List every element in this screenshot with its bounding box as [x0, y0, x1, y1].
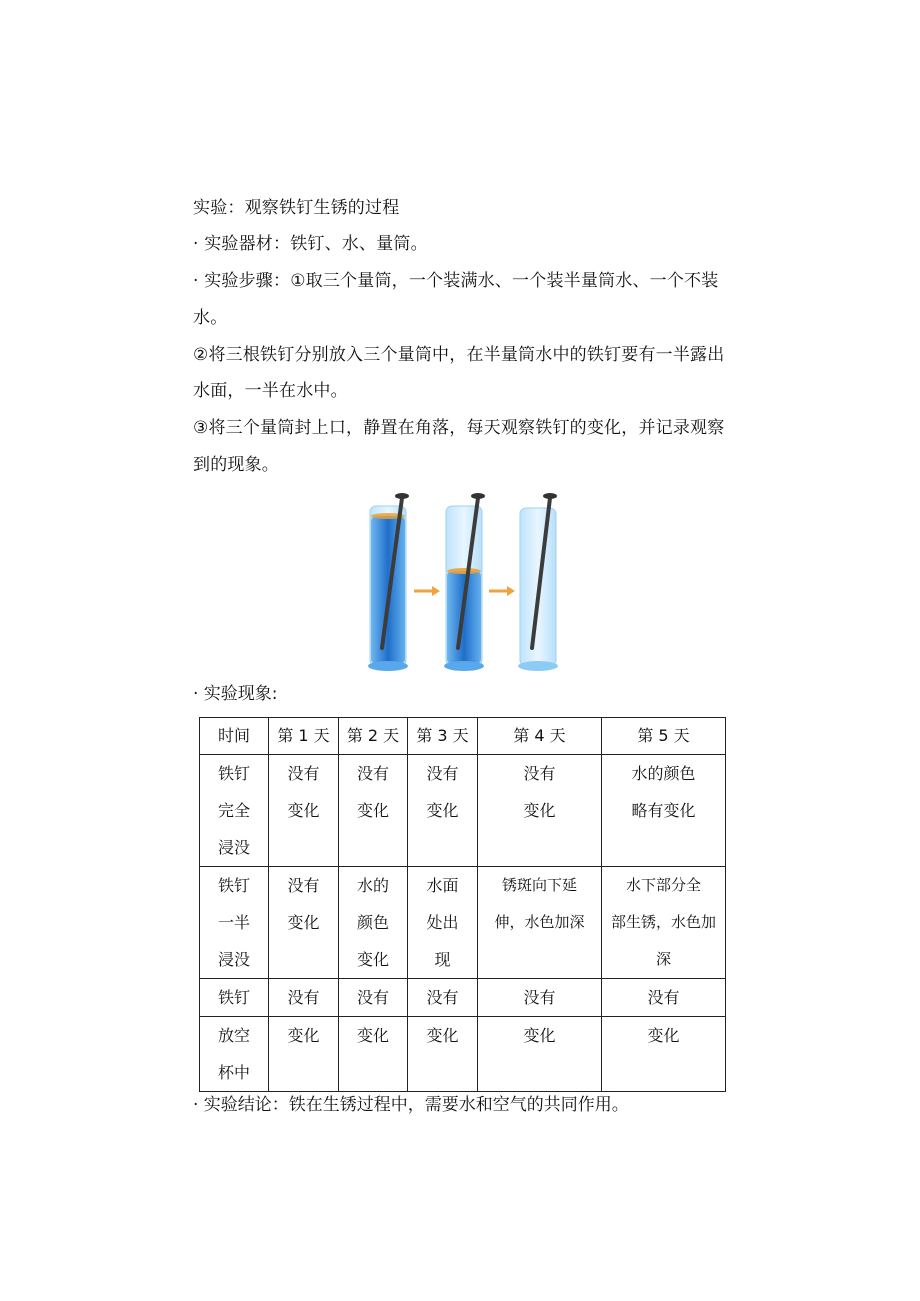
table-cell: 没有 变化	[408, 755, 478, 867]
steps-line-2b: 水面，一半在水中。	[193, 381, 348, 401]
observation-table	[199, 717, 726, 1092]
table-cell: 没有 变化	[269, 867, 339, 979]
table-cell: 没有	[478, 979, 602, 1017]
steps-line-2: ②将三根铁钉分别放入三个量筒中，在半量筒水中的铁钉要有一半露出	[193, 345, 725, 365]
table-cell: 锈斑向下延 伸，水色加深	[478, 867, 602, 979]
table-row	[200, 755, 726, 867]
arrow-right-icon	[414, 586, 440, 596]
header-day-5: 第 5 天	[602, 718, 726, 755]
table-cell: 水下部分全 部生锈，水色加 深	[602, 867, 726, 979]
cylinder-empty	[518, 493, 558, 671]
cylinder-half	[444, 493, 485, 671]
table-cell: 变化	[408, 1017, 478, 1092]
row-label-empty-bottom: 放空 杯中	[200, 1017, 269, 1092]
table-cell: 没有	[602, 979, 726, 1017]
header-day-4: 第 4 天	[478, 718, 602, 755]
header-time: 时间	[200, 718, 269, 755]
table-cell: 没有 变化	[339, 755, 408, 867]
cylinder-illustration	[366, 488, 566, 673]
table-cell: 变化	[602, 1017, 726, 1092]
steps-line-3b: 到的现象。	[193, 455, 279, 475]
row-label-empty-top: 铁钉	[200, 979, 269, 1017]
conclusion-line: · 实验结论：铁在生锈过程中，需要水和空气的共同作用。	[193, 1095, 629, 1115]
table-cell: 没有	[408, 979, 478, 1017]
table-cell: 没有	[339, 979, 408, 1017]
table-cell: 变化	[339, 1017, 408, 1092]
table-row	[200, 979, 726, 1017]
table-row	[200, 1017, 726, 1092]
materials-line: · 实验器材：铁钉、水、量筒。	[193, 234, 428, 254]
table-cell: 水的颜色 略有变化	[602, 755, 726, 867]
steps-line-1b: 水。	[193, 308, 228, 328]
header-day-3: 第 3 天	[408, 718, 478, 755]
table-cell: 水的 颜色 变化	[339, 867, 408, 979]
table-cell: 没有 变化	[478, 755, 602, 867]
arrow-right-icon	[489, 586, 515, 596]
table-cell: 没有	[269, 979, 339, 1017]
table-cell: 变化	[269, 1017, 339, 1092]
steps-line-3: ③将三个量筒封上口，静置在角落，每天观察铁钉的变化，并记录观察	[193, 418, 725, 438]
table-cell: 变化	[478, 1017, 602, 1092]
table-cell: 水面 处出 现	[408, 867, 478, 979]
steps-line-1: · 实验步骤：①取三个量筒，一个装满水、一个装半量筒水、一个不装	[193, 271, 719, 291]
row-label-half: 铁钉 一半 浸没	[200, 867, 269, 979]
header-day-2: 第 2 天	[339, 718, 408, 755]
table-header-row	[200, 718, 726, 755]
table-row	[200, 867, 726, 979]
header-day-1: 第 1 天	[269, 718, 339, 755]
table-cell: 没有 变化	[269, 755, 339, 867]
experiment-title: 实验：观察铁钉生锈的过程	[193, 198, 400, 218]
row-label-full: 铁钉 完全 浸没	[200, 755, 269, 867]
phenomenon-label: · 实验现象:	[193, 684, 278, 704]
cylinder-full	[368, 493, 409, 671]
